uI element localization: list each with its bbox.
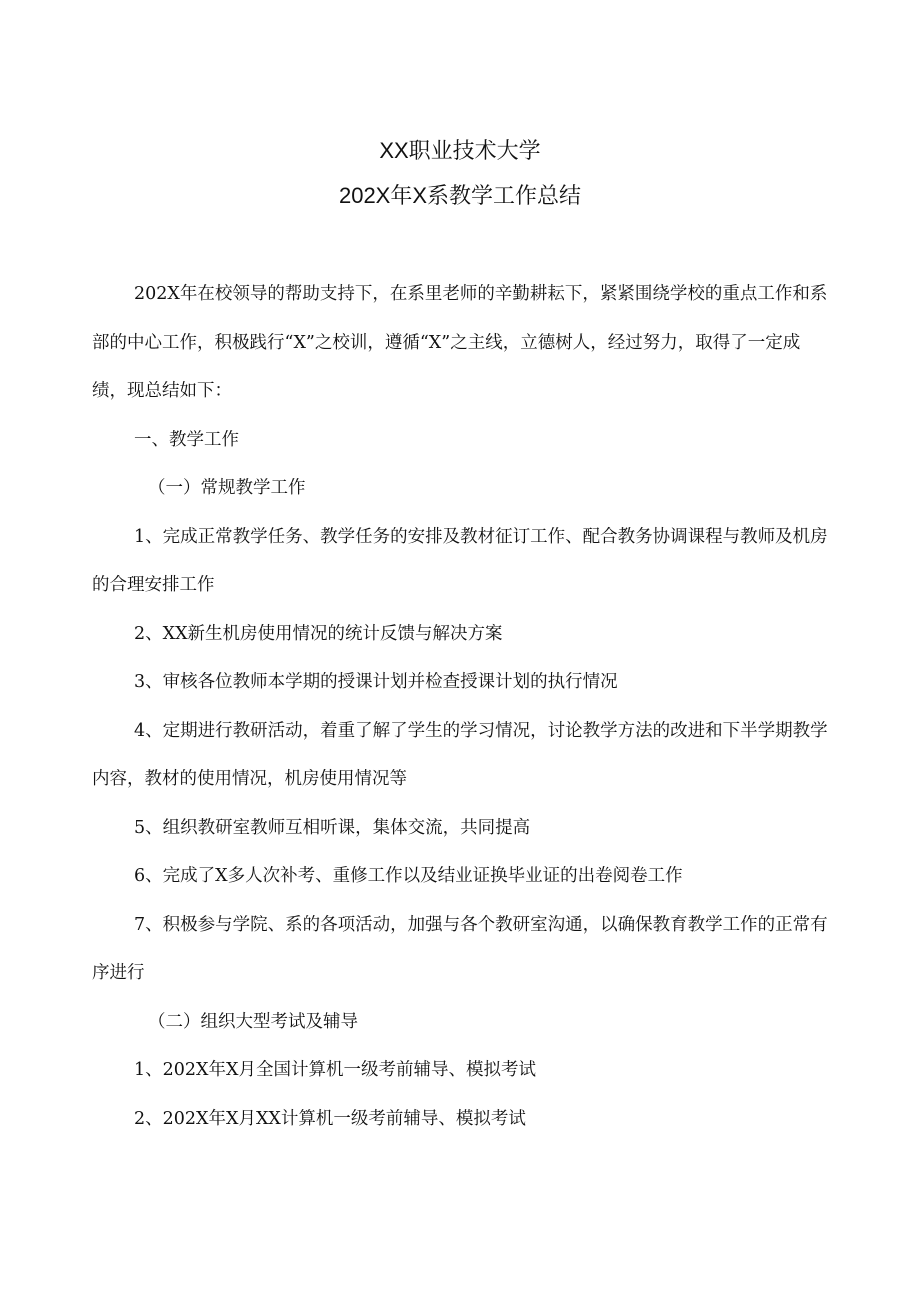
subsection-heading-routine: （一）常规教学工作 [148, 478, 306, 498]
intro-paragraph: 202X年在校领导的帮助支持下，在系里老师的辛勤耕耘下，紧紧围绕学校的重点工作和系部的中心工作，积极践行“X”之校训，遵循“X”之主线，立德树人，经过努力，取得了一定成绩，现总结如下： [92, 284, 828, 401]
list-item: 2、202X年X月XX计算机一级考前辅导、模拟考试 [134, 1108, 526, 1129]
subsection-heading-exams: （二）组织大型考试及辅导 [148, 1011, 358, 1032]
list-item: 1、202X年X月全国计算机一级考前辅导、模拟考试 [134, 1060, 536, 1080]
section-heading-teaching: 一、教学工作 [134, 429, 239, 450]
list-item: 2、XX新生机房使用情况的统计反馈与解决方案 [134, 623, 503, 644]
document-title-institution: XX职业技术大学 [379, 138, 541, 163]
document-title-report: 202X年X系教学工作总结 [338, 183, 582, 208]
list-item: 7、积极参与学院、系的各项活动，加强与各个教研室沟通，以确保教育教学工作的正常有序进行 [92, 914, 828, 983]
list-item: 3、审核各位教师本学期的授课计划并检查授课计划的执行情况 [134, 672, 618, 692]
list-item: 1、完成正常教学任务、教学任务的安排及教材征订工作、配合教务协调课程与教师及机房的合理安排工作 [92, 526, 828, 595]
list-item: 5、组织教研室教师互相听课，集体交流，共同提高 [134, 817, 531, 838]
document-body [92, 270, 832, 1143]
list-item: 4、定期进行教研活动，着重了解了学生的学习情况，讨论教学方法的改进和下半学期教学内容，教材的使用情况，机房使用情况等 [92, 720, 828, 789]
list-item: 6、完成了X多人次补考、重修工作以及结业证换毕业证的出卷阅卷工作 [134, 866, 683, 886]
